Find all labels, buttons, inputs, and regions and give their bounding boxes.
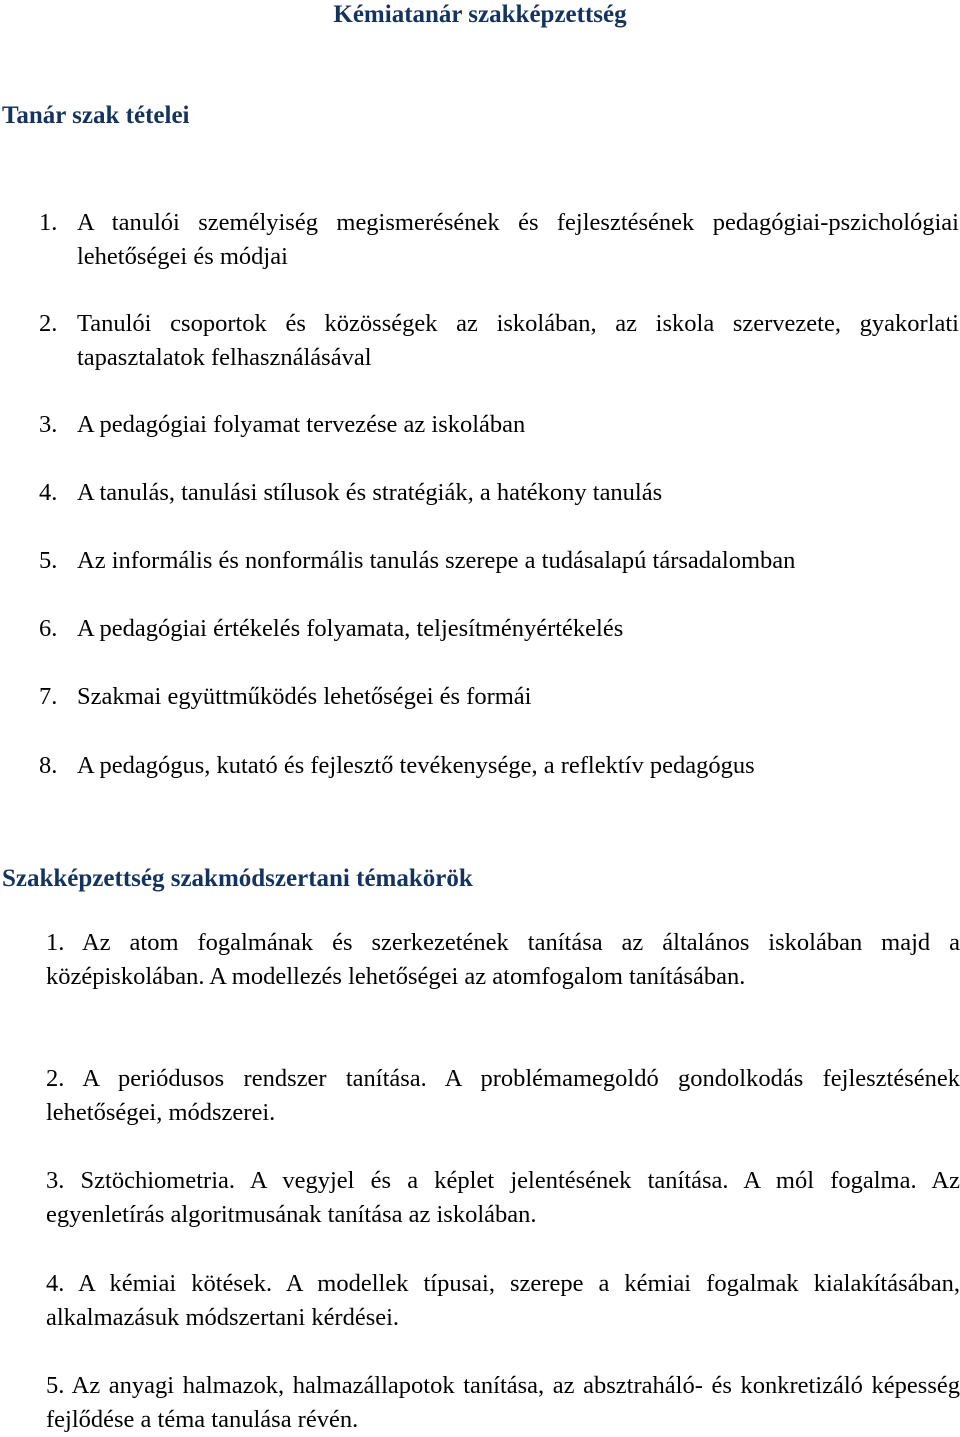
list-item: 4. A kémiai kötések. A modellek típusai, szerepe a kémiai fogalmak kialakításában, alkalmazásuk módszertani kérdései.: [46, 1270, 960, 1331]
list-item-number: 1.: [39, 209, 58, 236]
list-item-number: 3.: [39, 411, 58, 438]
list-item-number: 4.: [39, 479, 58, 506]
list-item: 3. Sztöchiometria. A vegyjel és a képlet jelentésének tanítása. A mól fogalma. Az egyenletírás algoritmusának tanítása az iskolában.: [46, 1167, 960, 1228]
document-title: Kémiatanár szakképzettség: [333, 1, 627, 28]
list-item-text: A tanulói személyiség megismerésének és fejlesztésének pedagógiai-pszichológiai lehetőségei és módjai: [77, 209, 959, 270]
section-heading-methodology-topics: Szakképzettség szakmódszertani témakörök: [2, 865, 473, 892]
list-item-number: 2.: [39, 310, 58, 337]
list-item-number: 5.: [39, 547, 58, 574]
list-item: 2. A periódusos rendszer tanítása. A problémamegoldó gondolkodás fejlesztésének lehetőségei, módszerei.: [46, 1065, 960, 1126]
list-item-text: Szakmai együttműködés lehetőségei és formái: [77, 683, 532, 710]
list-item-text: A pedagógus, kutató és fejlesztő tevékenysége, a reflektív pedagógus: [77, 752, 755, 779]
list-item-text: A tanulás, tanulási stílusok és stratégiák, a hatékony tanulás: [77, 479, 663, 506]
list-item-number: 7.: [39, 683, 58, 710]
list-item: 1. Az atom fogalmának és szerkezetének tanítása az általános iskolában majd a középiskolában. A modellezés lehetőségei az atomfogalom tanításában.: [46, 929, 960, 990]
list-item-text: Tanulói csoportok és közösségek az iskolában, az iskola szervezete, gyakorlati tapasztalatok felhasználásával: [77, 310, 959, 371]
list-item-text: A pedagógiai értékelés folyamata, teljesítményértékelés: [77, 615, 624, 642]
list-item-number: 6.: [39, 615, 58, 642]
list-item-text: Az informális és nonformális tanulás szerepe a tudásalapú társadalomban: [77, 547, 796, 574]
list-item-text: A pedagógiai folyamat tervezése az iskolában: [77, 411, 526, 438]
section-heading-teacher-topics: Tanár szak tételei: [2, 102, 190, 129]
list-item: 5. Az anyagi halmazok, halmazállapotok tanítása, az absztraháló- és konkretizáló képesség fejlődése a téma tanulása révén.: [46, 1372, 960, 1433]
list-item-number: 8.: [39, 752, 58, 779]
